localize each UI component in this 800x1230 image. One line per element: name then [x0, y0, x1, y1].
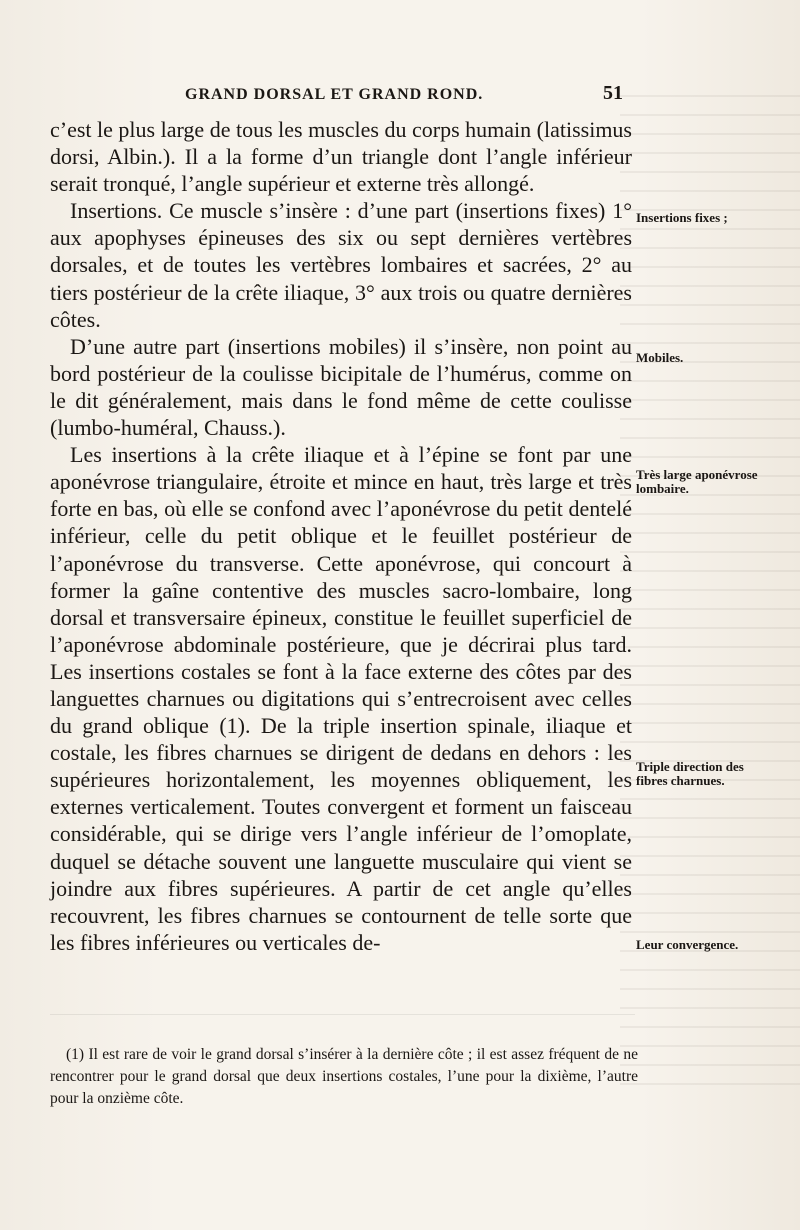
paragraph-4: Les insertions à la crête iliaque et à l’épine se font par une aponévrose triangulaire, étroite et mince en haut, très large et très forte en bas, où elle se confond avec l’aponévrose du petit dentelé inférieur, celle du petit oblique et le feuillet postérieur de l’aponévrose du transverse. Cette aponévrose, qui concourt à former la gaîne contentive des muscles sacro-lombaire, long dorsal et transversaire épineux, constitue le feuillet superficiel de l’aponévrose abdominale postérieure, que je décrirai plus tard. Les insertions costales se font à la face externe des côtes par des languettes charnues ou digitations qui s’entrecroisent avec celles du grand oblique (1). De la triple insertion spinale, iliaque et costale, les fibres charnues se dirigent de dedans en dehors : les supérieures horizontalement, les moyennes obliquement, les externes verticalement. Toutes convergent et forment un faisceau considérable, qui se dirige vers l’angle inférieur de l’omoplate, duquel se détache souvent une languette musculaire qui vient se joindre aux fibres supérieures. A partir de cet angle qu’elles recouvrent, les fibres charnues se contournent de telle sorte que les fibres inférieures ou verticales de-: [50, 442, 632, 955]
running-header: GRAND DORSAL ET GRAND ROND.: [185, 86, 484, 103]
margin-note-triple-direction: Triple direction des fibres charnues.: [636, 759, 744, 788]
bleed-through-texture: [620, 85, 800, 1085]
paragraph-2: Insertions. Ce muscle s’insère : d’une part (insertions fixes) 1° aux apophyses épineuses des six ou sept dernières vertèbres dorsales, et de toutes les vertèbres lombaires et sacrées, 2° au tiers postérieur de la crête iliaque, 3° aux trois ou quatre dernières côtes.: [50, 198, 632, 332]
footnote-separator: [50, 1014, 635, 1015]
footnote: [50, 1044, 638, 1110]
page-number: 51: [603, 82, 623, 104]
footnote-text: (1) Il est rare de voir le grand dorsal s’insérer à la dernière côte ; il est assez fréquent de ne rencontrer pour le grand dorsal que deux insertions costales, l’une pour la dixième, l’autre pour la onzième côte.: [50, 1046, 638, 1107]
margin-note-mobiles: Mobiles.: [636, 350, 684, 365]
margin-note-aponevrose: Très large aponévrose lombaire.: [636, 467, 758, 496]
margin-note-convergence: Leur convergence.: [636, 937, 739, 952]
main-text: [50, 116, 632, 956]
margin-note-insertions-fixes: Insertions fixes ;: [636, 210, 728, 225]
paragraph-1: c’est le plus large de tous les muscles du corps humain (latissimus dorsi, Albin.). Il a la forme d’un triangle dont l’angle inférieur serait tronqué, l’angle supérieur et externe très allongé.: [50, 117, 632, 197]
paragraph-3: D’une autre part (insertions mobiles) il s’insère, non point au bord postérieur de la coulisse bicipitale de l’humérus, comme on le dit généralement, mais dans le fond même de cette coulisse (lumbo-huméral, Chauss.).: [50, 333, 632, 441]
